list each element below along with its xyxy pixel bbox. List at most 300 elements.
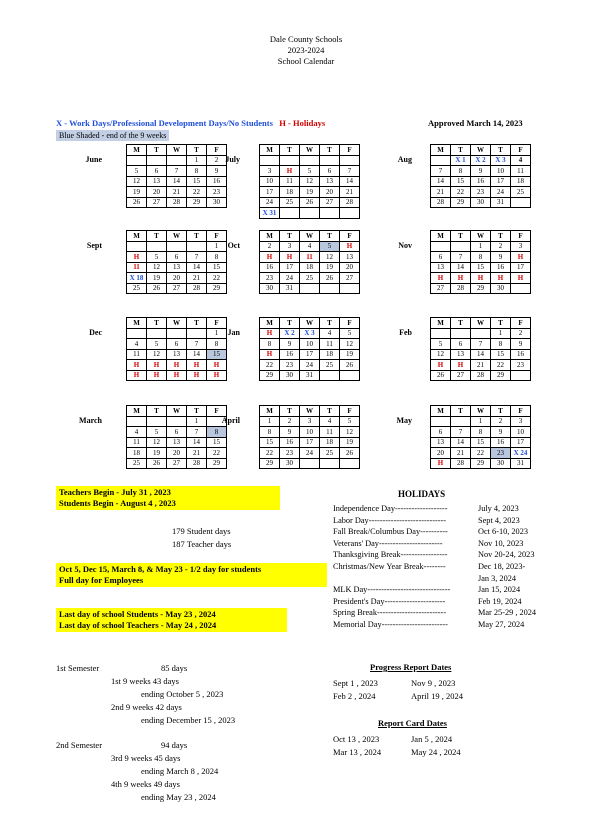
progress-row-1-left: Feb 2 , 2024 — [333, 691, 376, 701]
day-cell: 20 — [167, 448, 187, 459]
weekday-header: W — [300, 231, 320, 242]
day-cell — [471, 328, 491, 339]
day-cell: 24 — [300, 448, 320, 459]
day-cell — [167, 155, 187, 166]
weekday-header: M — [260, 406, 280, 417]
week-row — [127, 437, 227, 448]
day-cell: 12 — [147, 262, 167, 273]
day-cell: 10 — [511, 427, 531, 438]
day-cell: 14 — [187, 349, 207, 360]
day-cell — [320, 155, 340, 166]
week-row — [431, 273, 531, 284]
weekday-header: T — [491, 318, 511, 329]
day-cell: 6 — [147, 166, 167, 177]
day-cell: 5 — [147, 427, 167, 438]
day-cell: 29 — [207, 458, 227, 469]
weekday-header: T — [187, 145, 207, 156]
holiday-name: Thanksgiving Break----------------- — [333, 550, 448, 560]
holiday-name: Veterans' Day----------------------- — [333, 538, 443, 548]
weekday-header: T — [320, 406, 340, 417]
day-cell — [300, 155, 320, 166]
day-cell: 25 — [280, 197, 300, 208]
second-semester-label: 2nd Semester — [56, 740, 103, 750]
day-cell: 22 — [187, 187, 207, 198]
day-cell — [320, 370, 340, 381]
weekday-header: W — [167, 231, 187, 242]
week-row — [260, 437, 360, 448]
day-cell: 28 — [451, 458, 471, 469]
day-cell: 4 — [127, 427, 147, 438]
day-cell: 22 — [207, 448, 227, 459]
day-cell: 3 — [511, 416, 531, 427]
first-sem-line-2: 2nd 9 weeks 42 days — [111, 702, 182, 712]
day-cell: 11 — [127, 437, 147, 448]
day-cell: H — [511, 252, 531, 263]
month-nov — [398, 230, 531, 294]
day-cell: 21 — [340, 187, 360, 198]
weekday-header-row — [431, 406, 531, 417]
weekday-header: T — [147, 231, 167, 242]
day-cell — [431, 241, 451, 252]
week-row — [260, 252, 360, 263]
day-cell — [147, 155, 167, 166]
weekday-header: F — [340, 318, 360, 329]
weekday-header: M — [260, 145, 280, 156]
weekday-header: T — [320, 231, 340, 242]
day-cell: 19 — [340, 437, 360, 448]
day-cell — [280, 208, 300, 219]
weekday-header: M — [431, 406, 451, 417]
holiday-name: Labor Day---------------------------- — [333, 515, 447, 525]
day-cell — [340, 283, 360, 294]
day-cell: 30 — [280, 370, 300, 381]
week-row — [431, 155, 531, 166]
day-cell: 2 — [280, 416, 300, 427]
week-row — [260, 427, 360, 438]
day-cell: 14 — [451, 262, 471, 273]
progress-row-0-left: Sept 1 , 2023 — [333, 678, 378, 688]
day-cell: 20 — [147, 187, 167, 198]
week-row — [431, 241, 531, 252]
day-cell: 12 — [300, 176, 320, 187]
day-cell: 4 — [127, 339, 147, 350]
document-subtitle: School Calendar — [277, 56, 335, 66]
weekday-header: W — [167, 145, 187, 156]
first-sem-line-3: ending December 15 , 2023 — [141, 715, 236, 725]
day-cell: 1 — [491, 328, 511, 339]
week-row — [431, 427, 531, 438]
day-cell — [320, 208, 340, 219]
week-row — [260, 416, 360, 427]
day-cell: 8 — [491, 339, 511, 350]
day-cell: 2 — [491, 241, 511, 252]
day-cell: 23 — [207, 187, 227, 198]
day-cell: 26 — [300, 197, 320, 208]
day-cell: 18 — [320, 349, 340, 360]
weekday-header: T — [280, 231, 300, 242]
weekday-header: T — [187, 318, 207, 329]
day-cell: 7 — [187, 427, 207, 438]
day-cell: 15 — [451, 176, 471, 187]
month-table — [126, 317, 227, 381]
weekday-header-row — [431, 145, 531, 156]
day-cell: 1 — [260, 416, 280, 427]
month-table — [126, 405, 227, 469]
day-cell: 28 — [471, 370, 491, 381]
day-cell: 30 — [280, 458, 300, 469]
weekday-header-row — [260, 318, 360, 329]
day-cell: 25 — [127, 458, 147, 469]
day-cell: 31 — [491, 197, 511, 208]
day-cell: 24 — [280, 273, 300, 284]
day-cell: 28 — [187, 283, 207, 294]
holiday-name: Independence Day------------------- — [333, 504, 448, 513]
holiday-name: Fall Break/Columbus Day---------- — [333, 527, 448, 537]
weekday-header: F — [207, 406, 227, 417]
week-row — [431, 437, 531, 448]
day-cell: 3 — [260, 166, 280, 177]
day-cell: 16 — [511, 349, 531, 360]
day-cell: 19 — [147, 273, 167, 284]
legend-x-key: X — [56, 118, 63, 128]
day-cell — [451, 328, 471, 339]
day-cell: 24 — [300, 360, 320, 371]
day-cell: X 2 — [280, 328, 300, 339]
day-cell: 7 — [187, 339, 207, 350]
first-semester-block — [56, 662, 235, 727]
day-cell: 5 — [147, 339, 167, 350]
day-cell: 10 — [300, 339, 320, 350]
holiday-date: Jan 15, 2024 — [478, 585, 521, 595]
day-cell: 7 — [167, 166, 187, 177]
day-cell: 6 — [167, 252, 187, 263]
day-cell: 13 — [451, 349, 471, 360]
day-cell: 25 — [300, 273, 320, 284]
day-cell: 2 — [511, 328, 531, 339]
week-row — [127, 427, 227, 438]
weekday-header: W — [300, 145, 320, 156]
day-cell: H — [260, 252, 280, 263]
day-cell: 6 — [167, 339, 187, 350]
second-sem-line-3: ending May 23 , 2024 — [141, 792, 216, 802]
day-cell: 23 — [260, 273, 280, 284]
weekday-header: M — [127, 318, 147, 329]
day-cell: H — [431, 273, 451, 284]
day-cell: 5 — [127, 166, 147, 177]
weekday-header: W — [471, 406, 491, 417]
day-cell: 23 — [471, 187, 491, 198]
first-sem-line-0: 1st 9 weeks 43 days — [111, 676, 179, 686]
day-cell: H — [451, 273, 471, 284]
week-row — [127, 448, 227, 459]
holiday-name: MLK Day------------------------------ — [333, 585, 451, 595]
weekday-header: T — [451, 406, 471, 417]
day-cell: H — [127, 252, 147, 263]
day-cell: 26 — [127, 197, 147, 208]
day-cell: 29 — [187, 197, 207, 208]
week-row — [431, 339, 531, 350]
day-cell — [300, 208, 320, 219]
day-cell: 22 — [471, 448, 491, 459]
holiday-row — [333, 526, 593, 538]
weekday-header: M — [431, 318, 451, 329]
legend — [56, 118, 325, 128]
day-cell: H — [127, 360, 147, 371]
month-table — [430, 317, 531, 381]
day-cell: 17 — [260, 187, 280, 198]
month-name: April — [221, 416, 240, 425]
month-may — [396, 405, 531, 469]
holiday-date: May 27, 2024 — [478, 619, 525, 629]
day-cell: 28 — [431, 197, 451, 208]
day-cell: 16 — [260, 262, 280, 273]
day-cell: 29 — [260, 370, 280, 381]
day-cell: 26 — [340, 360, 360, 371]
day-cell: 24 — [491, 187, 511, 198]
first-sem-line-1: ending October 5 , 2023 — [141, 689, 224, 699]
week-row — [431, 283, 531, 294]
day-cell: 3 — [511, 241, 531, 252]
second-sem-line-0: 3rd 9 weeks 45 days — [111, 753, 181, 763]
month-feb — [399, 317, 531, 381]
day-cell: H — [431, 360, 451, 371]
month-march — [79, 405, 227, 469]
school-year: 2023-2024 — [287, 45, 325, 55]
progress-row-0-right: Nov 9 , 2023 — [411, 678, 456, 688]
day-cell: 27 — [167, 283, 187, 294]
holidays-title: HOLIDAYS — [398, 489, 446, 499]
weekday-header: T — [187, 231, 207, 242]
day-cell: 31 — [511, 458, 531, 469]
week-row — [260, 197, 360, 208]
week-row — [127, 283, 227, 294]
day-cell: 21 — [431, 187, 451, 198]
day-cell — [127, 241, 147, 252]
day-cell: H — [207, 360, 227, 371]
week-row — [260, 328, 360, 339]
week-row — [127, 360, 227, 371]
day-cell: 15 — [260, 437, 280, 448]
day-cell: 1 — [207, 241, 227, 252]
week-row — [431, 166, 531, 177]
weekday-header: F — [511, 406, 531, 417]
day-cell: 23 — [491, 448, 511, 459]
legend-h-text: - Holidays — [285, 118, 326, 128]
day-cell: 27 — [340, 273, 360, 284]
day-cell: H — [147, 360, 167, 371]
holiday-row — [333, 515, 593, 527]
day-cell: 26 — [147, 458, 167, 469]
day-cell — [147, 328, 167, 339]
student-days: 179 Student days — [172, 526, 231, 536]
weekday-header-row — [260, 406, 360, 417]
weekday-header: F — [207, 231, 227, 242]
day-cell: H — [260, 349, 280, 360]
day-cell: 8 — [187, 166, 207, 177]
day-cell: 22 — [260, 448, 280, 459]
month-name: Oct — [227, 241, 240, 250]
day-cell: 17 — [280, 262, 300, 273]
weekday-header: T — [280, 145, 300, 156]
day-cell: 11 — [511, 166, 531, 177]
month-name: March — [79, 416, 102, 425]
day-cell: 5 — [147, 252, 167, 263]
day-cell: X 2 — [471, 155, 491, 166]
day-cell: 14 — [167, 176, 187, 187]
week-row — [127, 370, 227, 381]
month-name: Sept — [86, 241, 102, 250]
month-table — [259, 317, 360, 381]
day-cell: 9 — [280, 339, 300, 350]
month-table — [430, 405, 531, 469]
day-cell: 17 — [511, 262, 531, 273]
day-cell: 13 — [320, 176, 340, 187]
day-cell: 14 — [451, 437, 471, 448]
day-cell: 25 — [320, 360, 340, 371]
month-name: Nov — [398, 241, 412, 250]
day-cell: 3 — [300, 416, 320, 427]
weekday-header: F — [207, 318, 227, 329]
day-cell: 14 — [340, 176, 360, 187]
day-cell — [511, 370, 531, 381]
month-dec — [89, 317, 227, 381]
week-row — [260, 166, 360, 177]
day-cell: 7 — [431, 166, 451, 177]
day-cell: 29 — [471, 458, 491, 469]
district-name: Dale County Schools — [269, 34, 343, 44]
day-cell: 5 — [340, 328, 360, 339]
holiday-row — [333, 549, 593, 561]
day-cell: 13 — [167, 437, 187, 448]
day-cell: 28 — [187, 458, 207, 469]
day-cell: 10 — [260, 176, 280, 187]
week-row — [127, 349, 227, 360]
holiday-date: Nov 20-24, 2023 — [478, 550, 535, 560]
day-cell: X 3 — [491, 155, 511, 166]
report-row-0-right: Jan 5 , 2024 — [411, 734, 453, 744]
day-cell: 25 — [320, 448, 340, 459]
holiday-row — [333, 503, 593, 515]
day-cell: 31 — [280, 283, 300, 294]
day-cell: 1 — [187, 155, 207, 166]
weekday-header: F — [511, 145, 531, 156]
weekday-header: M — [431, 231, 451, 242]
holiday-row — [333, 619, 593, 631]
day-cell: 8 — [207, 252, 227, 263]
day-cell: 9 — [491, 427, 511, 438]
month-table — [430, 230, 531, 294]
month-name: June — [85, 155, 102, 164]
report-card-dates — [333, 733, 461, 759]
week-row — [431, 448, 531, 459]
holiday-row — [333, 538, 593, 550]
week-row — [127, 458, 227, 469]
day-cell: 19 — [320, 262, 340, 273]
day-cell: 27 — [451, 370, 471, 381]
students-begin: Students Begin - August 4 , 2023 — [59, 498, 176, 508]
day-cell: 22 — [491, 360, 511, 371]
weekday-header: M — [260, 231, 280, 242]
day-cell: 1 — [207, 328, 227, 339]
day-cell: 12 — [147, 437, 167, 448]
day-cell: 3 — [280, 241, 300, 252]
day-cell: 12 — [340, 339, 360, 350]
holiday-date: July 4, 2023 — [478, 504, 519, 513]
day-cell — [511, 283, 531, 294]
month-name: Feb — [399, 328, 412, 337]
day-cell — [340, 208, 360, 219]
month-july — [225, 144, 360, 219]
weekday-header: T — [451, 145, 471, 156]
day-cell: 11 — [300, 252, 320, 263]
day-cell: 28 — [167, 197, 187, 208]
weekday-header: T — [491, 145, 511, 156]
day-cell: 2 — [491, 416, 511, 427]
day-cell: 30 — [491, 458, 511, 469]
second-sem-line-2: 4th 9 weeks 49 days — [111, 779, 180, 789]
day-cell: 14 — [187, 437, 207, 448]
day-cell: 8 — [260, 427, 280, 438]
day-cell: 23 — [280, 360, 300, 371]
day-cell: 18 — [280, 187, 300, 198]
day-cell: 9 — [511, 339, 531, 350]
day-cell: 11 — [280, 176, 300, 187]
day-cell: 28 — [340, 197, 360, 208]
week-row — [127, 197, 227, 208]
day-cell: 5 — [300, 166, 320, 177]
week-row — [127, 187, 227, 198]
day-cell — [320, 283, 340, 294]
legend-h-key: H — [279, 118, 286, 128]
weekday-header: T — [147, 406, 167, 417]
weekday-header-row — [431, 318, 531, 329]
day-cell: 8 — [260, 339, 280, 350]
day-cell: 29 — [260, 458, 280, 469]
week-row — [260, 155, 360, 166]
day-cell: H — [451, 360, 471, 371]
day-cell: 21 — [451, 448, 471, 459]
day-cell: X 24 — [511, 448, 531, 459]
weekday-header: W — [167, 406, 187, 417]
day-cell — [147, 416, 167, 427]
week-row — [431, 360, 531, 371]
weekday-header: M — [431, 145, 451, 156]
week-row — [260, 176, 360, 187]
week-row — [431, 262, 531, 273]
day-cell: 5 — [340, 416, 360, 427]
day-cell: 15 — [207, 349, 227, 360]
weekday-header: T — [147, 318, 167, 329]
day-cell: 16 — [280, 437, 300, 448]
day-cell — [451, 241, 471, 252]
day-cell — [280, 155, 300, 166]
day-cell: 12 — [340, 427, 360, 438]
day-cell: H — [280, 252, 300, 263]
day-cell: 21 — [187, 448, 207, 459]
weekday-header: W — [471, 145, 491, 156]
day-cell: H — [260, 328, 280, 339]
day-cell: 19 — [340, 349, 360, 360]
weekday-header: T — [320, 318, 340, 329]
holiday-date: Sept 4, 2023 — [478, 515, 520, 525]
day-cell: 18 — [511, 176, 531, 187]
day-cell: H — [471, 273, 491, 284]
day-cell: 15 — [207, 437, 227, 448]
day-cell: 18 — [320, 437, 340, 448]
holiday-date: Jan 3, 2024 — [478, 573, 517, 583]
day-cell: 17 — [491, 176, 511, 187]
second-semester-block — [56, 739, 218, 804]
